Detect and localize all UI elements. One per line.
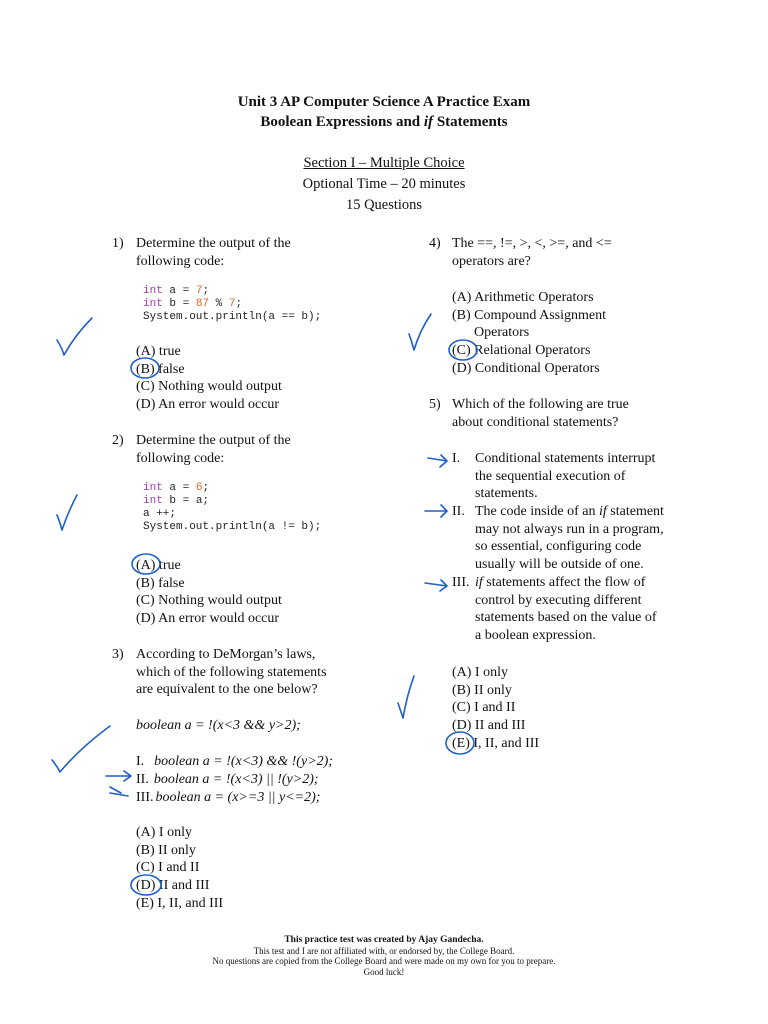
q3-stem: According to DeMorgan’s laws, which of the following statements are equivalent to the one below? — [136, 647, 327, 698]
q2-stem: Determine the output of the following code: — [136, 433, 291, 466]
q1-option-a[interactable]: (A) true — [136, 344, 181, 359]
q2-option-c[interactable]: (C) Nothing would output — [136, 593, 282, 609]
q5-statement-1-label: I. — [452, 451, 461, 466]
q3-option-d[interactable]: (D) II and III — [136, 878, 210, 894]
q4-stem: The ==, !=, >, <, >=, and <= operators are? — [452, 236, 612, 269]
q3-statement-2: II. boolean a = !(x<3) || !(y>2); — [136, 772, 319, 787]
q5-option-b[interactable]: (B) II only — [452, 682, 512, 698]
q5-statement-1: Conditional statements interrupt the sequential execution of statements. — [475, 451, 656, 502]
q3-statement-3: III. boolean a = (x>=3 || y<=2); — [136, 790, 321, 805]
q3-option-b[interactable]: (B) II only — [136, 842, 196, 858]
q5-statement-3-label: III. — [452, 575, 470, 590]
arrow-icon — [106, 771, 131, 781]
q2-number: 2) — [112, 433, 124, 448]
q5-option-a[interactable]: (A) I only — [452, 665, 508, 680]
checkmark-icon — [52, 726, 110, 772]
q4-number: 4) — [429, 236, 441, 251]
q1-stem: Determine the output of the following code: — [136, 236, 291, 269]
q1-options — [136, 343, 282, 414]
q1-option-c[interactable]: (C) Nothing would output — [136, 379, 282, 395]
q5-stem: Which of the following are true about conditional statements? — [452, 397, 629, 430]
q1-option-d[interactable]: (D) An error would occur — [136, 397, 280, 413]
q3-option-a[interactable]: (A) I only — [136, 825, 192, 840]
section-heading: Section I – Multiple Choice — [303, 155, 465, 171]
q4-options — [452, 289, 606, 378]
q2-code: int a = 6; int b = a; a ++; System.out.println(a != b); — [143, 482, 322, 533]
q4-option-c[interactable]: (C) Relational Operators — [452, 343, 591, 359]
arrow-icon — [110, 787, 128, 796]
q4-option-d[interactable]: (D) Conditional Operators — [452, 360, 600, 376]
q3-statement-1: I. boolean a = !(x<3) && !(y>2); — [136, 754, 333, 769]
checkmark-icon — [57, 318, 92, 355]
q2-option-a[interactable]: (A) true — [136, 558, 181, 573]
q2-option-b[interactable]: (B) false — [136, 575, 185, 591]
q3-number: 3) — [112, 647, 124, 662]
arrow-icon — [428, 455, 447, 467]
q3-options — [136, 824, 223, 913]
footer: This practice test was created by Ajay Gandecha. This test and I are not affiliated with, or endorsed by, the College Board. No questions are copied from the College Board and were made on my own for you to prepare. Good luck! — [212, 935, 556, 977]
q5-statement-3: if statements affect the flow of control by executing different statements based on the value of a boolean expression. — [475, 575, 657, 644]
q5-option-c[interactable]: (C) I and II — [452, 700, 516, 716]
q5-statement-2-label: II. — [452, 504, 465, 519]
exam-title: Unit 3 AP Computer Science A Practice Exam — [237, 94, 531, 110]
time-limit: Optional Time – 20 minutes — [302, 176, 466, 192]
q4-option-b-cont: Operators — [474, 325, 530, 341]
q3-option-c[interactable]: (C) I and II — [136, 860, 200, 876]
q5-statement-2: The code inside of an if statement may not always run in a program, so essential, configuring code usually will be outside of one. — [475, 504, 664, 573]
q5-number: 5) — [429, 397, 441, 412]
arrow-icon — [425, 580, 447, 591]
q4-option-b[interactable]: (B) Compound Assignment — [452, 307, 607, 323]
arrow-icon — [425, 505, 447, 517]
q2-options — [136, 557, 282, 628]
checkmark-icon — [57, 495, 77, 530]
q1-number: 1) — [112, 236, 124, 251]
question-count: 15 Questions — [345, 197, 423, 213]
q1-code: int a = 7; int b = 87 % 7; System.out.println(a == b); — [143, 285, 322, 323]
checkmark-icon — [409, 314, 431, 350]
q5-option-e[interactable]: (E) I, II, and III — [452, 735, 540, 751]
q2-option-d[interactable]: (D) An error would occur — [136, 611, 280, 627]
q1-option-b[interactable]: (B) false — [136, 361, 185, 377]
q4-option-a[interactable]: (A) Arithmetic Operators — [452, 290, 594, 305]
q5-options — [452, 664, 539, 753]
checkmark-icon — [398, 676, 414, 718]
exam-subtitle: Boolean Expressions and if Statements — [260, 114, 508, 130]
q5-option-d[interactable]: (D) II and III — [452, 718, 526, 734]
q3-given-expression: boolean a = !(x<3 && y>2); — [136, 718, 301, 733]
q3-option-e[interactable]: (E) I, II, and III — [136, 895, 224, 911]
